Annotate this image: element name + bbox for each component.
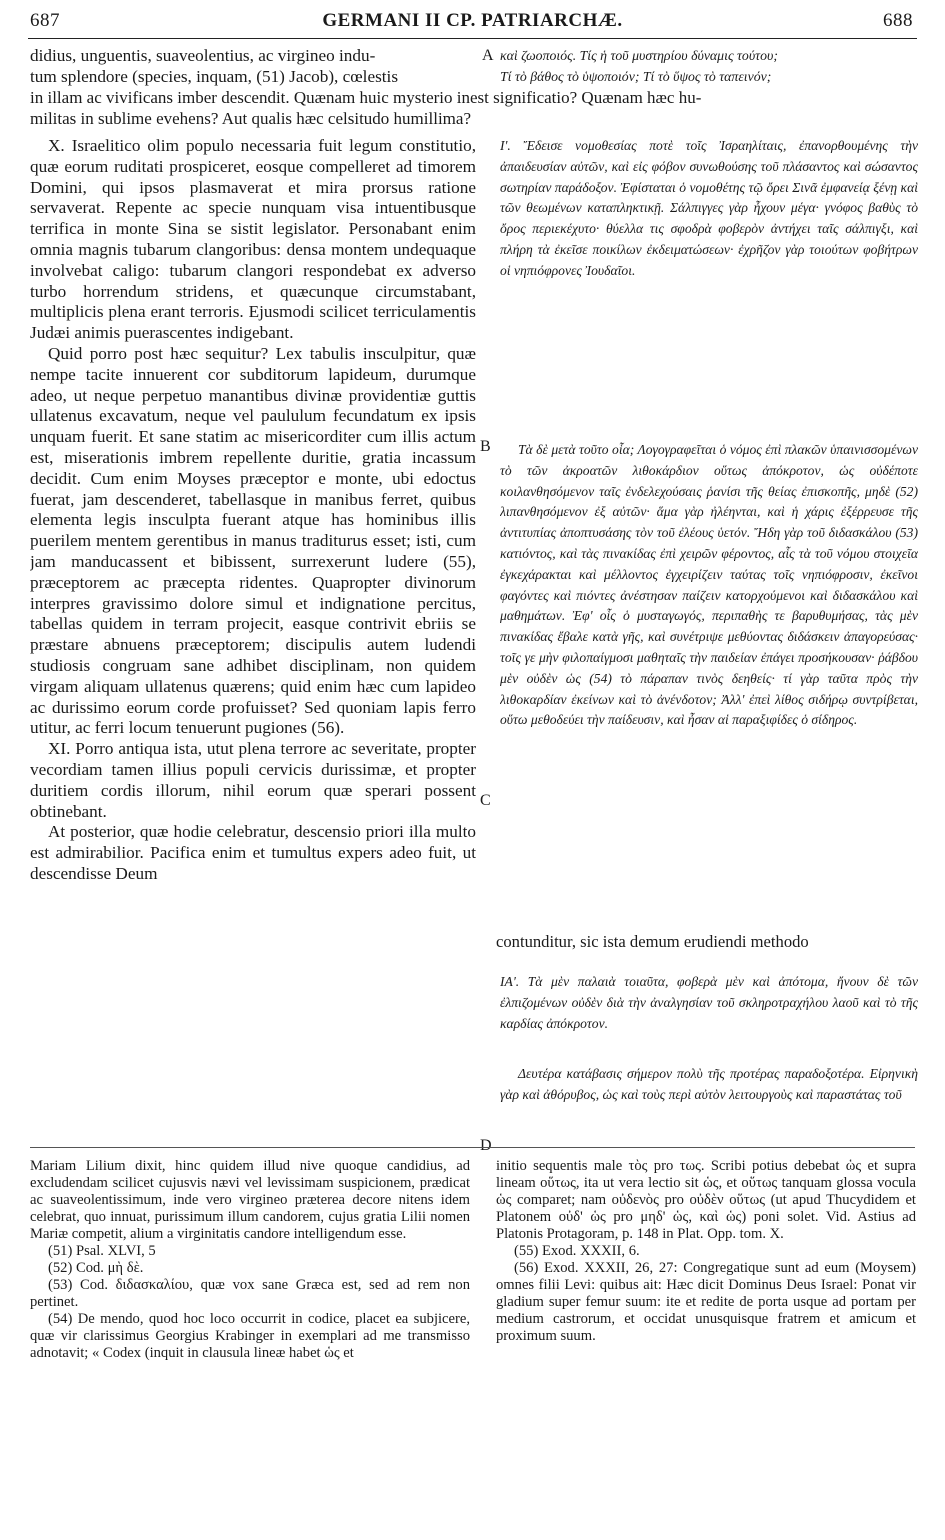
page-number-right: 688	[883, 10, 913, 31]
top-latin-line-1: didius, unguentis, suaveolentius, ac virgineo indu-	[30, 46, 376, 65]
latin-paragraph-quid-porro: Quid porro post hæc sequitur? Lex tabulis insculpitur, quæ nempe tacite innuerent cor subditorum lapideum, durumque adeo, ut neque perpetuo manantibus divinæ providentiæ guttis ullatenus excavatum, neque vel paululum fecundatum ex ipsis unquam fuerit. Et sane statim ac misericorditer cum illis actum est, miserationis imbrem repellente duritie, gratia incassum decidit. Cum enim Moyses præceptor e monte, ubi edoctus fuerat, jam descenderet, tabellasque in manibus ferret, quibus elementa legis insculpta fuerant atque has hominibus illis puerilem mentem gerentibus in manus traditurus esset; isti, cum jam manducassent et bibissent, surrexerunt ludere (55), præceptorem ac præcepta ridentes. Quapropter divinorum interpres gravissimo dolore simul et indignatione percitus, tabellas quidem in terram projecit, easque contrivit ebriis se præstare abnuens præceptorem; discipulis autem ludendi studiosis congruam sane adhibet disciplinam, non quidem virgam aliquam ullatenus quærens; quid enim hæc cum lapideo ac durissimo eorum corde profuisset? Sed quoniam lapis ferro utitur, ac ferri locum tenuerunt pugiones (56).	[30, 343, 476, 738]
bottom-right-notes	[496, 1158, 916, 1523]
greek-paragraph-ta-de	[500, 440, 918, 928]
greek-paragraph-text: ΙΑ'. Τὰ μὲν παλαιὰ τοιαῦτα, φοβερὰ μὲν καὶ ἀπότομα, ἤνουν δὲ τῶν ἐλπιζομένων οὐδὲν διὰ τὴν ἀναλγησίαν τοῦ σκληροτραχήλου λαοῦ καὶ τὸ τῆς καρδίας ἀπόκροτον.	[500, 974, 918, 1031]
top-greek-line-1: καὶ ζωοποιός. Τίς ἡ τοῦ μυστηρίου δύναμις τούτου;	[500, 48, 778, 63]
latin-continuation-line: contunditur, sic ista demum erudiendi methodo	[496, 932, 809, 951]
greek-paragraph-deutera	[500, 1064, 918, 1130]
footnote-52: (52) Cod. μὴ δὲ.	[48, 1260, 144, 1276]
full-width-line-2: militas in sublime evehens? Aut qualis hæc celsitudo humillima?	[30, 109, 471, 128]
top-latin-line-2: tum splendore (species, inquam, (51) Jacob), cœlestis	[30, 67, 399, 86]
footnote-continuation: Mariam Lilium dixit, hinc quidem illud nive quoque candidius, ad excludendam scilicet cujusvis nævi vel levissimam suspicionem, prædicat ac suaveolentissimum, inde vero virgineo præterea decore nitens idem celebrat, quo innuat, purissimum illum candorem, cujus gratia Lilii nomen Mariæ competit, alium a virginitatis candore intelligendum esse.	[30, 1158, 470, 1242]
footnote-56: (56) Exod. XXXII, 26, 27: Congregatique sunt ad eum (Moysem) omnes filii Levi: quibus ait: Hæc dicit Dominus Deus Israel: Ponat vir gladium super femur suum: ite et redite de porta usque ad portam per medium castrorum, et occidat unusquisque fratrem et amicum et proximum suum.	[496, 1260, 916, 1344]
footnote-54: (54) De mendo, quod hoc loco occurrit in codice, placet ea subjicere, quæ vir clarissimus Georgius Krabinger in exemplari ad me transmisso adnotavit; « Codex (inquit in clausula lineæ habet ὡς et	[30, 1311, 470, 1361]
greek-paragraph-text: Δευτέρα κατάβασις σήμερον πολὺ τῆς προτέρας παραδοξοτέρα. Εἰρηνικὴ γὰρ καὶ ἀθόρυβος, ὡς καὶ τοὺς περὶ αὐτὸν λειτουργοὺς καὶ παραστάτας τοῦ	[500, 1066, 918, 1102]
header-rule	[28, 38, 917, 39]
greek-paragraph-text: Ι'. Ἔδεισε νομοθεσίας ποτὲ τοῖς Ἰσραηλίταις, ἐπανορθουμένης τὴν ἀπαιδευσίαν αὐτῶν, καὶ εἰς φόβον συνωθούσης τοῦ πλάσαντος καὶ σώσαντος σωτηρίαν παράδοξον. Ἐφίσταται ὁ νομοθέτης τῷ ὄρει Σινᾶ ἐμφανείᾳ ξένῃ καὶ τῶν θεωμένων καταπληκτικῇ. Σάλπιγγες γὰρ ἦχουν μέγα· γνόφος βαθὺς τὸ ὄρος περιεκέχυτο· θύελλα τις σφοδρὰ φοβερὸν ἀντήχει ταῖς σάλπιγξι, καὶ πλήρη τὰ ἐκεῖσε ποικίλων ἐκδειματώσεων· ἐχρῆζον γὰρ τοιούτων φοβήτρων οἱ νηπιόφρονες Ἰουδαῖοι.	[500, 138, 918, 278]
latin-paragraph-10: X. Israelitico olim populo necessaria fuit legum constitutio, quæ eorum ruditati prospiceret, eosque compelleret ad timorem Domini, qui ipsos plasmaverat et mira prorsus ratione servaverat. Repente ac specie nunquam visa intuentibusque terrifica in monte Sina se sistit legislator. Personabant enim omnia magnis tubarum clangoribus: densa montem undequaque involvebat caligo: tubarum clangori respondebat ex adverso turbo horrendum stridens, et quæcunque circumstabant, multiplicis plena erant terroris. Ejusmodi scilicet terriculamentis Judæi animis puerascentes indigebant.	[30, 136, 476, 343]
greek-paragraph-10	[500, 136, 918, 416]
running-title: GERMANI II CP. PATRIARCHÆ.	[322, 10, 623, 31]
full-width-line-1: in illam ac vivificans imber descendit. Quænam huic mysterio inest significatio? Quænam hæc hu-	[30, 88, 702, 107]
margin-marker-c: C	[480, 792, 491, 809]
greek-paragraph-11	[500, 972, 918, 1058]
latin-paragraph-11: XI. Porro antiqua ista, utut plena terrore ac severitate, propter vecordiam tamen illius populi cervicis durissimæ, et propter duritiem cordis illorum, nihil eorum quæ sperari possent obtinebant.	[30, 739, 476, 821]
footnote-51: (51) Psal. XLVI, 5	[48, 1243, 156, 1259]
latin-paragraph-at-posterior: At posterior, quæ hodie celebratur, descensio priori illa multo est admirabilior. Pacifica enim et tumultus expers adeo fuit, ut descendisse Deum	[30, 822, 476, 883]
greek-paragraph-text: Τὰ δὲ μετὰ τοῦτο οἷα; Λογογραφεῖται ὁ νόμος ἐπὶ πλακῶν ὑπαινισσομένων τὸ τῶν ἀκροατῶν λιθοκάρδιον οὕτως ἀπόκροτον, ὡς οὐδέποτε κοιλανθησόμενον ταῖς ἐνδελεχούσαις ῥανίσι τῆς θείας ἐπισκοπῆς, μηδὲ (52) λιπανθησόμενον ἐξ αὐτῶν· ἅμα γὰρ ἠλέηνται, καὶ ἡ χάρις ἐξέρρευσε τῆς ἀντιτυπίας ἀποπτυσάσης τὸν τοῦ ἐλέους ὑετόν. Ἤδη γὰρ τοῦ διδασκάλου (53) κατιόντος, καὶ τὰς πινακίδας ἐπὶ χειρῶν φέροντος, αἷς τὰ τοῦ νόμου στοιχεῖα ἐγκεχάρακται καὶ μέλλοντος ἐγχειρίζειν ταύτας τοῖς νηπιόφροσιν, ἐκεῖνοι φαγόντες καὶ πιόντες ἀνέστησαν παίζειν κατορχούμενοι καὶ διδασκάλου καὶ μαθημάτων. Ἐφ' οἷς ὁ μυσταγωγός, περιπαθὴς τε βαρυθυμήσας, τὰς μὲν πινακίδας ἔβαλε κατὰ γῆς, καὶ συνέτριψε μεθύοντας διδάσκειν ἀπαγορεύσας· τοῖς γε μὴν φιλοπαίγμοσι μαθηταῖς τὴν παιδείαν ἐπάγει προσήκουσαν· ῥάβδου μὲν οὐδὲν ὡς (54) τὸ πάραπαν τινὸς δεηθείς· τί γὰρ ταῦτα πρὸς τὴν λιθοκαρδίαν ἐκείνων καὶ τὸ ἀνένδοτον; Ἀλλ' ἐπεὶ λίθος σιδήρῳ συντρίβεται, οὕτω μεθοδεύει τὴν παίδευσιν, καὶ ἦσαν αἱ παραξιφίδες ὁ σίδηρος.	[500, 442, 918, 728]
margin-marker-a: A	[482, 47, 494, 64]
footnote-54-continuation: initio sequentis male τὸς pro τως. Scribi potius debebat ὡς et supra lineam οὕτως, ita ut vera lectio sit ὡς, et οὕτως tanquam glossa vocula ὡς comparet; nam οὐδενὸς pro οὐδὲν οὕτως (ut apud Thucydidem et Platonem οὐδ' ὡς pro μηδ' ὡς, καὶ ὡς) poni solet. Vid. Astius ad Platonis Protagoram, p. 148 in Plat. Opp. tom. X.	[496, 1158, 916, 1242]
notes-separator	[30, 1147, 915, 1148]
top-greek-line-2: Τί τὸ βάθος τὸ ὑψοποιόν; Τί τὸ ὕψος τὸ ταπεινόν;	[500, 69, 772, 84]
bottom-left-notes	[30, 1158, 470, 1523]
margin-marker-d: D	[480, 1137, 492, 1154]
footnote-55: (55) Exod. XXXII, 6.	[514, 1243, 640, 1259]
latin-column	[30, 136, 476, 1086]
footnote-53: (53) Cod. διδασκαλίου, quæ vox sane Græca est, sed ad rem non pertinet.	[30, 1277, 470, 1310]
page-number-left: 687	[30, 10, 60, 31]
margin-marker-b: B	[480, 438, 491, 455]
